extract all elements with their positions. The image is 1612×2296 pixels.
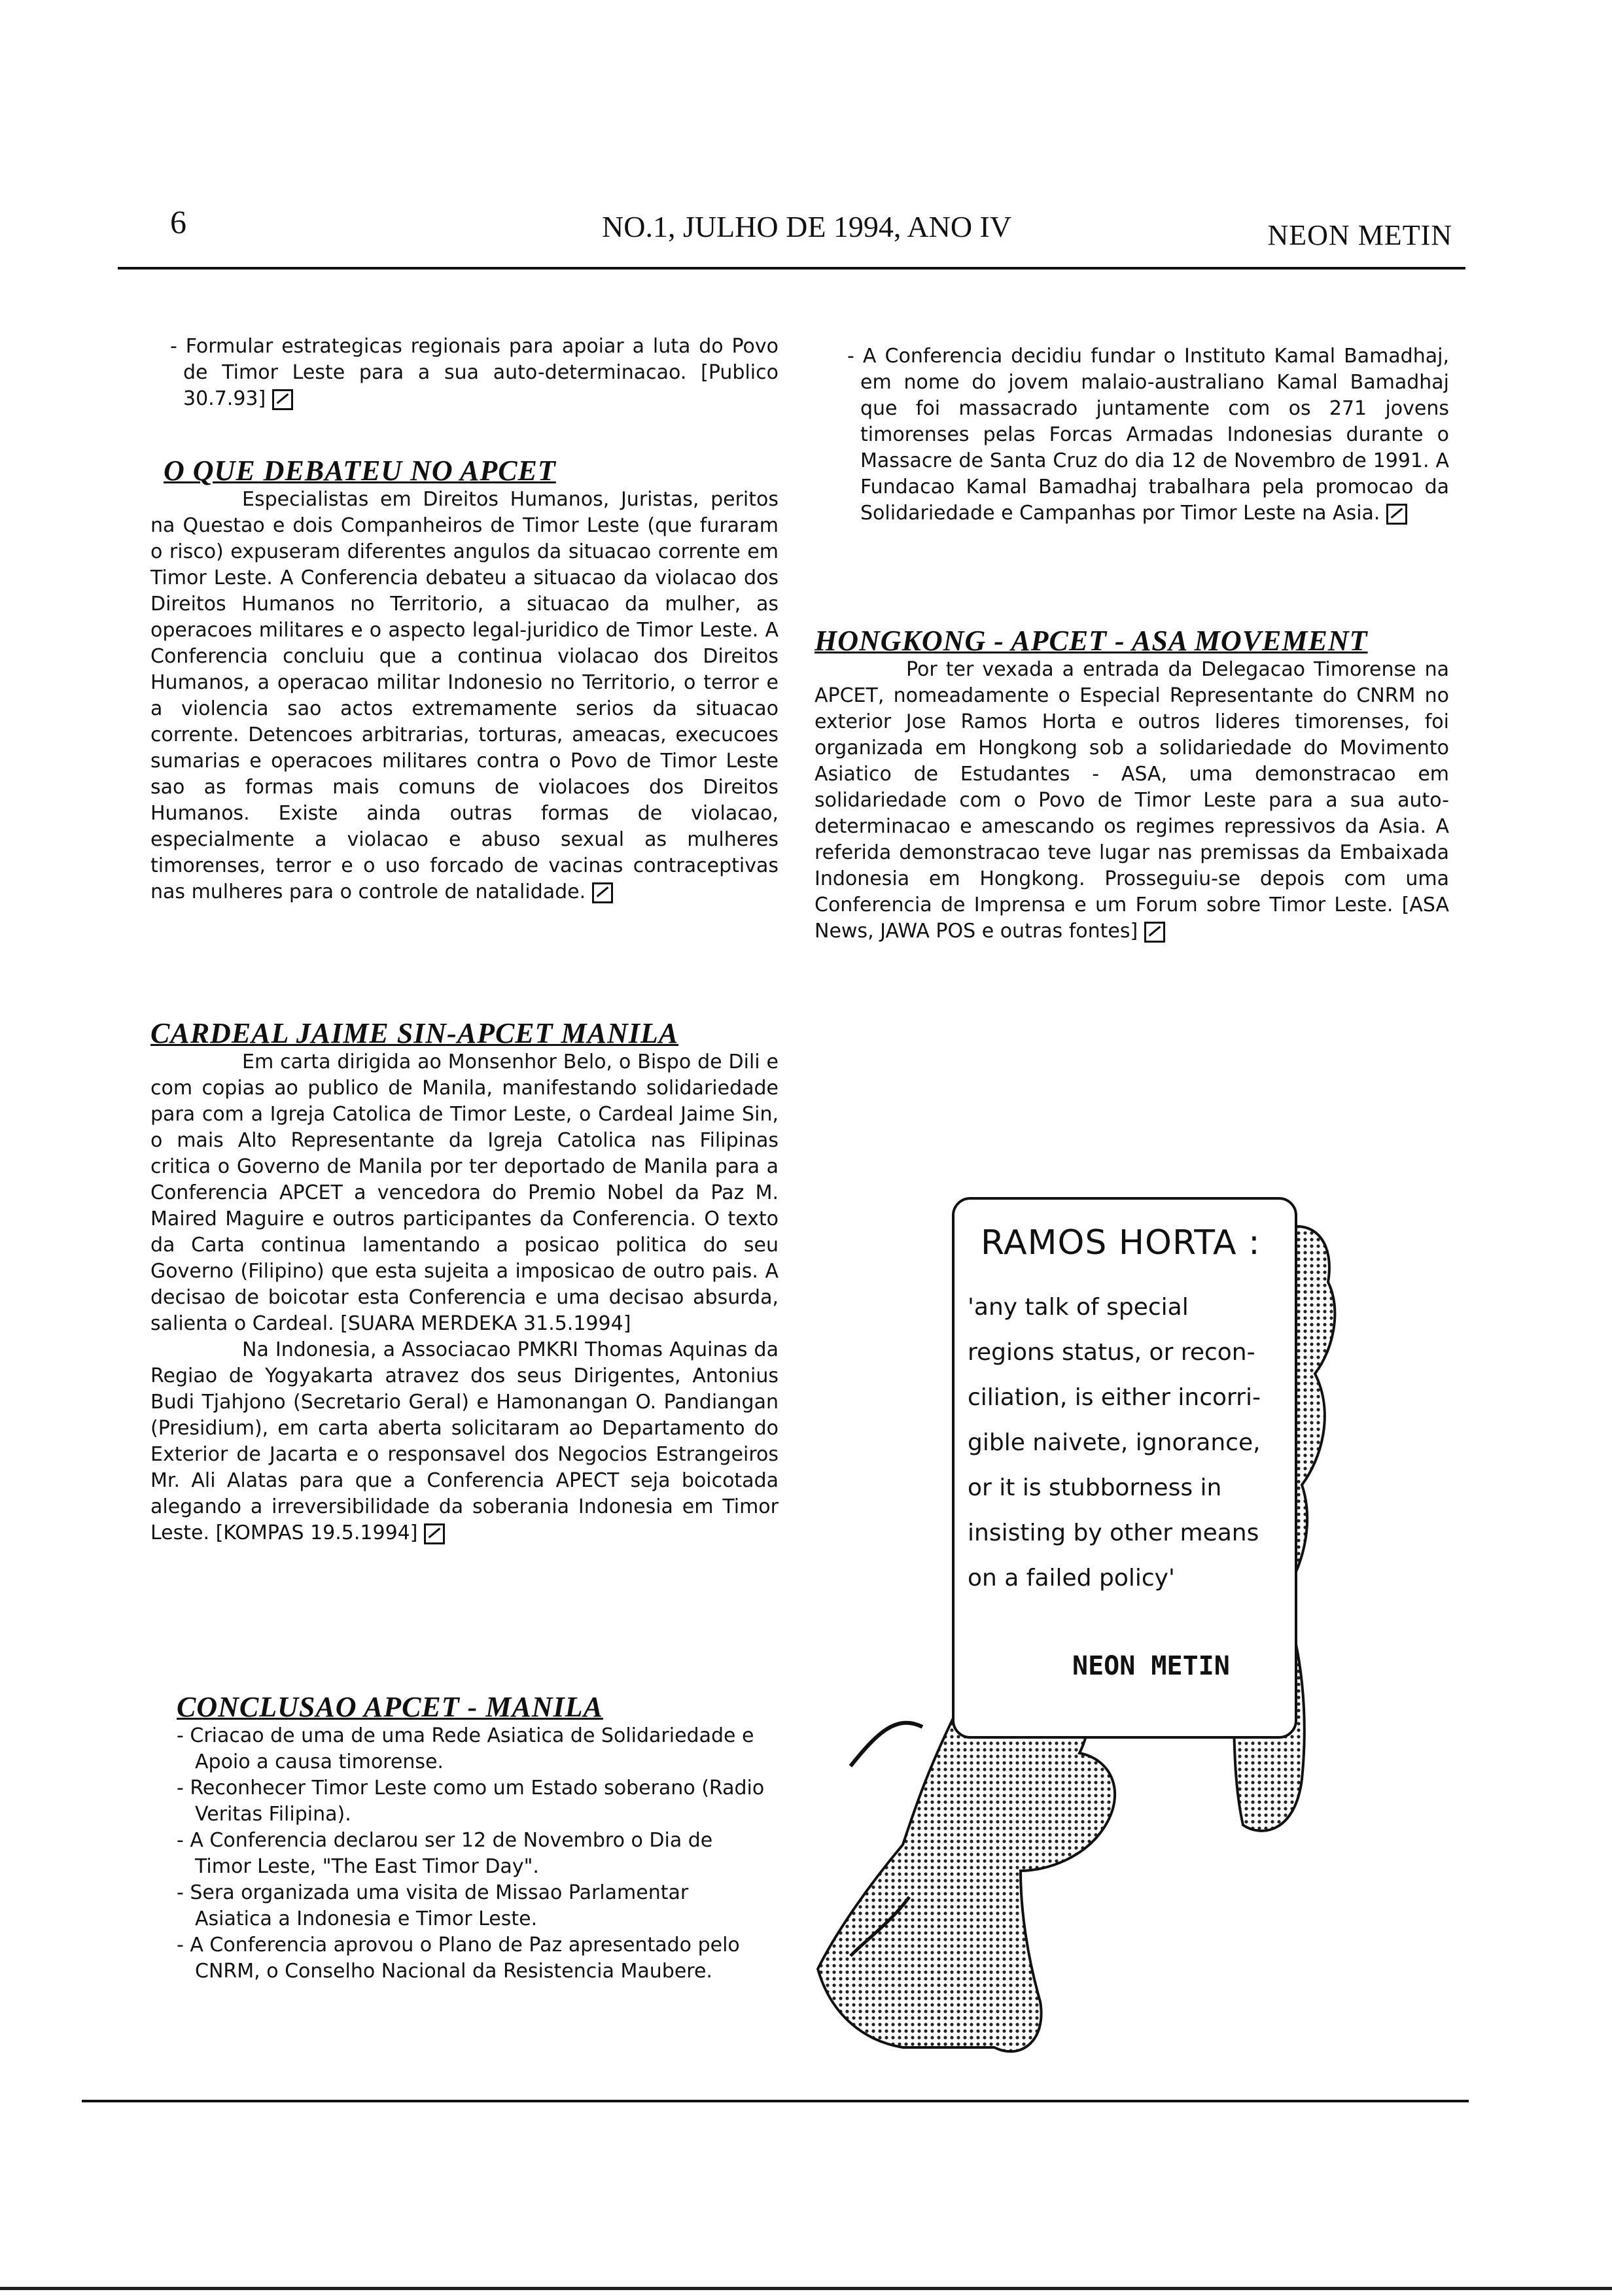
list-item: - Sera organizada uma visita de Missao Parlamentar Asiatica a Indonesia e Timor Leste. <box>177 1880 765 1932</box>
quote-card <box>952 1197 1297 1739</box>
article-hongkong-title: HONGKONG - APCET - ASA MOVEMENT <box>815 625 1368 657</box>
article-cardeal-body2: Na Indonesia, a Associacao PMKRI Thomas Aquinas da Regiao de Yogyakarta atravez dos seus Dirigentes, Antonius Budi Tjahjono (Secretario Geral) e Hamonangan O. Pandiangan (Presidium), em carta aberta solicitaram ao Departamento do Exterior de Jacarta e o responsavel dos Negocios Estrangeiros Mr. Ali Alatas para que a Conferencia APECT seja boicotada alegando a irreversibilidade da soberania Indonesia em Timor Leste. [KOMPAS 19.5.1994] <box>150 1338 779 1544</box>
quote-line: on a failed policy' <box>968 1565 1175 1592</box>
quote-body <box>968 1285 1275 1601</box>
article-debate-title: O QUE DEBATEU NO APCET <box>164 455 556 487</box>
list-item: - A Conferencia aprovou o Plano de Paz apresentado pelo CNRM, o Conselho Nacional da Resistencia Maubere. <box>177 1932 765 1985</box>
issue-date: NO.1, JULHO DE 1994, ANO IV <box>602 210 1012 243</box>
quote-line: insisting by other means <box>968 1520 1259 1546</box>
quote-heading: RAMOS HORTA : <box>981 1223 1261 1262</box>
article-cardeal-body1: Em carta dirigida ao Monsenhor Belo, o Bispo de Dili e com copias ao publico de Manila, manifestando solidariedade para com a Igreja Catolica de Timor Leste, o Cardeal Jaime Sin, o mais Alto Representante da Igreja Catolica nas Filipinas critica o Governo de Manila por ter deportado de Manila para a Conferencia APCET a vencedora do Premio Nobel da Paz M. Maired Maguire e outros participantes da Conferencia. O texto da Carta continua lamentando a posicao politica do seu Governo (Filipino) que esta sujeita a imposicao de outro pais. A decisao de boicotar esta Conferencia e uma decisao absurda, salienta o Cardeal. [SUARA MERDEKA 31.5.1994] <box>150 1051 779 1335</box>
list-item: - Reconhecer Timor Leste como um Estado soberano (Radio Veritas Filipina). <box>177 1775 765 1828</box>
quote-signature: NEON METIN <box>1072 1651 1230 1681</box>
quote-line: gible naivete, ignorance, <box>968 1429 1261 1456</box>
quote-line: ciliation, is either incorri- <box>968 1384 1261 1411</box>
footer-rule <box>82 2100 1469 2102</box>
article-cardeal-title: CARDEAL JAIME SIN-APCET MANILA <box>150 1017 679 1049</box>
article-hongkong-body: Por ter vexada a entrada da Delegacao Timorense na APCET, nomeadamente o Especial Representante do CNRM no exterior Jose Ramos Horta e outros lideres timorenses, foi organizada em Hongkong sob a solidariedade do Movimento Asiatico de Estudantes - ASA, uma demonstracao em solidariedade com o Povo de Timor Leste para a sua auto-determinacao e amescando os regimes repressivos da Asia. A referida demonstracao teve lugar nas premissas da Embaixada Indonesia em Hongkong. Prosseguiu-se depois com uma Conferencia de Imprensa e um Forum sobre Timor Leste. [ASA News, JAWA POS e outras fontes] <box>815 658 1449 943</box>
right-intro-text: - A Conferencia decidiu fundar o Instituto Kamal Bamadhaj, em nome do jovem malaio-australiano Kamal Bamadhaj que foi massacrado juntamente com os 271 jovens timorenses pelas Forcas Armadas Indonesias durante o Massacre de Santa Cruz do dia 12 de Novembro de 1991. A Fundacao Kamal Bamadhaj trabalhara pela promocao da Solidariedade e Campanhas por Timor Leste na Asia. <box>847 345 1449 525</box>
page-edge-rule <box>0 2287 1612 2290</box>
page-number: 6 <box>170 203 186 240</box>
list-item: - Criacao de uma de uma Rede Asiatica de Solidariedade e Apoio a causa timorense. <box>177 1723 765 1775</box>
quote-line: regions status, or recon- <box>968 1339 1255 1366</box>
quote-line: 'any talk of special <box>968 1294 1189 1321</box>
list-item: - A Conferencia declarou ser 12 de Novembro o Dia de Timor Leste, "The East Timor Day". <box>177 1828 765 1880</box>
quote-line: or it is stubborness in <box>968 1474 1222 1501</box>
article-debate-body: Especialistas em Direitos Humanos, Juristas, peritos na Questao e dois Companheiros de Timor Leste (que furaram o risco) expuseram diferentes angulos da situacao corrente em Timor Leste. A Conferencia debateu a situacao da violacao dos Direitos Humanos no Territorio, a situacao da mulher, as operacoes militares e o aspecto legal-juridico de Timor Leste. A Conferencia concluiu que a continua violacao dos Direitos Humanos, a operacao militar Indonesio no Territorio, o terror e a violencia sao actos extremamente serios da situacao corrente. Detencoes arbitrarias, torturas, ameacas, execucoes sumarias e operacoes militares contra o Povo de Timor Leste sao as formas mais comuns de violacoes dos Direitos Humanos. Existe ainda outras formas de violacao, especialmente a violacao e abuso sexual as mulheres timorenses, terror e o uso forcado de vacinas contraceptivas nas mulheres para o controle de natalidade. <box>150 488 779 903</box>
article-conclusao-title: CONCLUSAO APCET - MANILA <box>177 1691 603 1723</box>
publication-title: NEON METIN <box>1267 219 1452 251</box>
left-intro-text: - Formular estrategicas regionais para apoiar a luta do Povo de Timor Leste para a sua auto-determinacao. [Publico 30.7.93] <box>170 335 779 410</box>
